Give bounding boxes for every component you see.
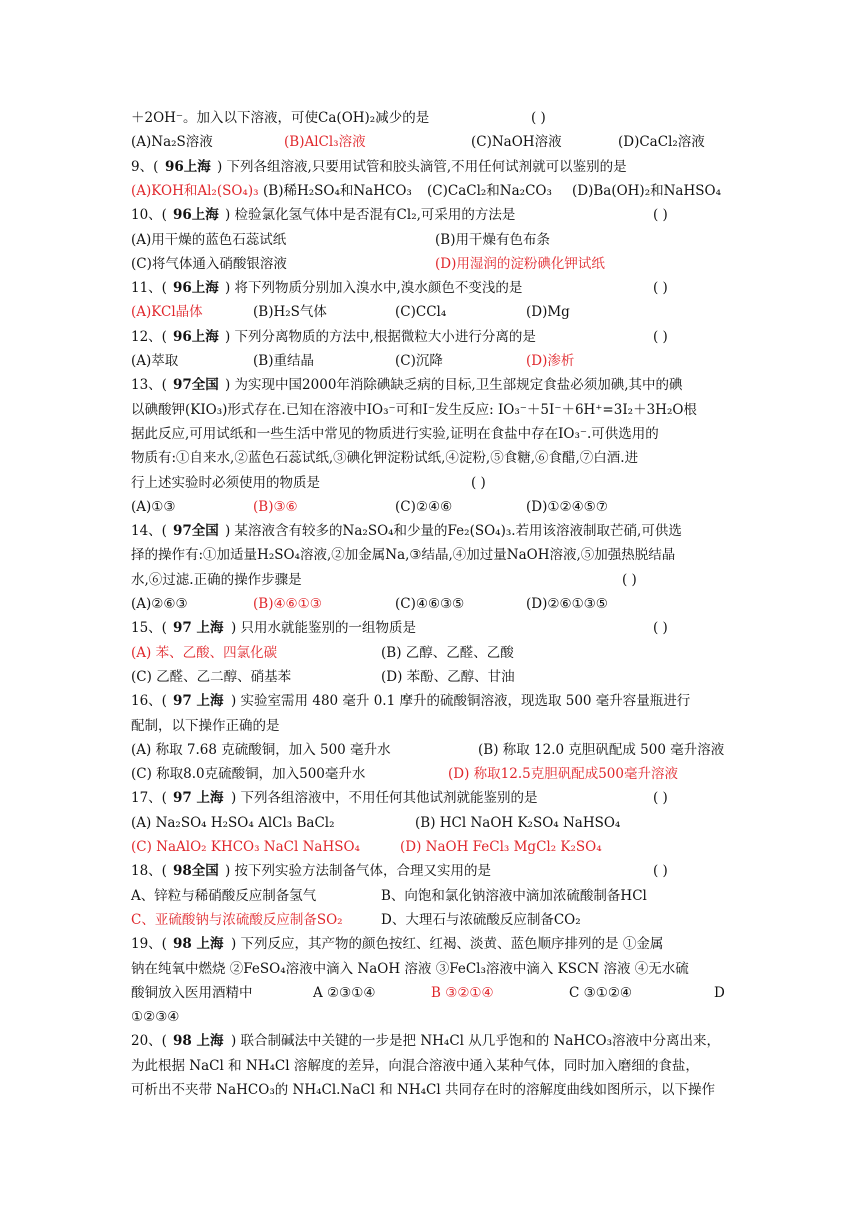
text-segment: ( ) [653,280,668,297]
source-tag: 96上海 [165,158,211,175]
text-segment: (B) HCl NaOH K₂SO₄ NaHSO₄ [415,814,621,831]
text-line [131,228,800,252]
text-line [131,981,800,1005]
text-segment: 9、( [131,158,159,175]
text-segment: A ②③①④ [313,984,376,1001]
text-segment: ) 联合制碱法中关键的一步是把 NH₄Cl 从几乎饱和的 NaHCO₃溶液中分离出来， [231,1033,721,1050]
answer-text: (D) 称取12.5克胆矾配成500毫升溶液 [448,766,678,783]
text-segment: (A) Na₂SO₄ H₂SO₄ AlCl₃ BaCl₂ [131,814,335,831]
answer-text: (B)③⑥ [253,498,298,515]
source-tag: 97 上海 [173,693,224,710]
text-segment: ) 检验氯化氢气体中是否混有Cl₂,可采用的方法是 [225,207,516,224]
text-segment: ) 下列反应，其产物的颜色按红、红褐、淡黄、蓝色顺序排列的是 ①金属 [231,936,664,953]
source-tag: 96上海 [173,328,219,345]
text-segment: ①②③④ [131,1009,180,1026]
text-line [131,106,800,130]
text-line [131,835,800,859]
text-segment: (C)CCl₄ [395,304,447,321]
text-line [131,300,800,324]
text-segment: (D)Ba(OH)₂和NaHSO₄ [572,182,721,199]
text-line [131,689,800,713]
text-segment: (A)①③ [131,498,176,515]
text-line [131,519,800,543]
text-segment: 行上述实验时必须使用的物质是 [131,474,320,491]
text-segment: (B) 乙醇、乙醛、乙酸 [381,644,514,661]
text-segment: (C) 乙醛、乙二醇、硝基苯 [131,668,292,685]
text-line [131,908,800,932]
text-segment: ( ) [531,110,546,126]
text-segment: 11、( [131,280,167,297]
text-segment: ) 下列各组溶液,只要用试管和胶头滴管,不用任何试剂就可以鉴别的是 [217,158,627,175]
text-segment: (C)④⑥③⑤ [395,596,465,612]
text-line [131,398,800,422]
answer-text: C、亚硫酸钠与浓硫酸反应制备SO₂ [131,911,343,928]
text-segment: 可析出不夹带 NaHCO₃的 NH₄Cl.NaCl 和 NH₄Cl 共同存在时的溶解度曲线如图所示，以下操作 [131,1082,715,1098]
text-segment: (A) 称取 7.68 克硫酸铜，加入 500 毫升水 [131,741,391,758]
answer-text: (A) 苯、乙酸、四氯化碳 [131,644,278,661]
text-segment: 钠在纯氧中燃烧 ②FeSO₄溶液中滴入 NaOH 溶液 ③FeCl₃溶液中滴入 KSCN 溶液 ④无水硫 [131,960,689,977]
text-segment: 19、( [131,936,167,953]
text-segment: 20、( [131,1033,167,1050]
source-tag: 97 上海 [173,620,224,637]
text-line [131,471,800,495]
text-line [131,811,800,835]
source-tag: 97全国 [173,523,219,540]
text-segment: (A)用干燥的蓝色石蕊试纸 [131,231,287,248]
text-line [131,568,800,592]
text-segment: 14、( [131,523,167,540]
text-segment: 15、( [131,620,167,637]
text-segment: (D) 苯酚、乙醇、甘油 [381,668,515,685]
source-tag: 98全国 [173,863,219,880]
text-segment: ( ) [471,474,486,491]
text-segment: ( ) [653,328,668,345]
text-segment: ( ) [653,863,668,880]
text-segment: (D)②⑥①③⑤ [526,596,608,612]
text-line [131,155,800,179]
source-tag: 98 上海 [173,936,224,953]
text-line [131,422,800,446]
text-segment: 以碘酸钾(KIO₃)形式存在.已知在溶液中IO₃⁻可和I⁻发生反应: IO₃⁻＋5I⁻＋6H⁺=3I₂＋3H₂O根 [131,401,697,418]
text-segment: (A)Na₂S溶液 [131,134,213,151]
text-segment: (C) 称取8.0克硫酸铜，加入500毫升水 [131,766,366,783]
text-segment: C ③①②④ [569,984,633,1001]
source-tag: 98 上海 [173,1033,224,1050]
text-line [131,592,800,616]
answer-text: (D)渗析 [526,353,575,369]
text-segment: 据此反应,可用试纸和一些生活中常见的物质进行实验,证明在食盐中存在IO₃⁻.可供选用的 [131,425,659,442]
text-segment: (C)②④⑥ [395,498,453,515]
text-segment: ＋2OH⁻。加入以下溶液，可使Ca(OH)₂减少的是 [131,110,430,126]
text-segment: 择的操作有:①加适量H₂SO₄溶液,②加金属Na,③结晶,④加过量NaOH溶液,⑤加强热脱结晶 [131,547,676,564]
text-segment: ( ) [653,207,668,224]
text-segment: 为此根据 NaCl 和 NH₄Cl 溶解度的差异，向混合溶液中通入某种气体，同时加入磨细的食盐， [131,1057,699,1074]
text-segment: 水,⑥过滤.正确的操作步骤是 [131,571,302,588]
answer-text: (C) NaAlO₂ KHCO₃ NaCl NaHSO₄ [131,839,360,855]
text-line [131,859,800,883]
text-segment: ) 只用水就能鉴别的一组物质是 [231,620,417,637]
text-segment: (C)NaOH溶液 [471,134,562,151]
source-tag: 97全国 [173,377,219,394]
text-line [131,714,800,738]
text-segment: ) 实验室需用 480 毫升 0.1 摩升的硫酸铜溶液，现选取 500 毫升容量瓶进行 [231,693,691,710]
text-line [131,1005,800,1029]
text-line [131,373,800,397]
answer-text: (B)④⑥①③ [253,596,322,612]
text-segment: ) 下列分离物质的方法中,根据微粒大小进行分离的是 [225,328,536,345]
text-segment: 酸铜放入医用酒精中 [131,984,253,1001]
text-line [131,616,800,640]
text-segment: ) 为实现中国2000年消除碘缺乏病的目标,卫生部规定食盐必须加碘,其中的碘 [225,377,683,394]
text-line [131,641,800,665]
answer-text: (A)KCl晶体 [131,304,203,321]
text-segment: (A)②⑥③ [131,596,188,612]
text-segment: (C)沉降 [395,353,443,369]
answer-text: (D)用湿润的淀粉碘化钾试纸 [435,255,605,272]
text-line [131,738,800,762]
source-tag: 96上海 [173,280,219,297]
text-segment: 18、( [131,863,167,880]
text-segment: ( ) [622,571,637,588]
text-line [131,276,800,300]
answer-text: (B)AlCl₃溶液 [284,134,366,151]
text-line [131,252,800,276]
text-segment: ) 按下列实验方法制备气体，合理又实用的是 [225,863,492,880]
source-tag: 97 上海 [173,790,224,807]
text-segment: (B)用干燥有色布条 [435,231,550,248]
text-line [131,495,800,519]
text-line [131,932,800,956]
text-line [131,446,800,470]
text-segment: A、锌粒与稀硝酸反应制备氢气 [131,887,317,904]
text-line [131,957,800,981]
text-segment: D [714,984,725,1001]
answer-text: (A)KOH和Al₂(SO₄)₃ [131,182,259,199]
text-segment: 17、( [131,790,167,807]
text-segment: ) 将下列物质分别加入溴水中,溴水颜色不变浅的是 [225,280,523,297]
text-line [131,665,800,689]
answer-text: (D) NaOH FeCl₃ MgCl₂ K₂SO₄ [400,839,602,855]
text-line [131,179,800,203]
text-line [131,1029,800,1053]
text-segment: 10、( [131,207,167,224]
text-line [131,130,800,154]
text-line [131,543,800,567]
text-line [131,762,800,786]
text-segment: (A)萃取 [131,353,179,369]
text-segment: (D)Mg [526,304,570,321]
text-line [131,1078,800,1102]
text-segment: ) 下列各组溶液中，不用任何其他试剂就能鉴别的是 [231,790,538,807]
text-segment: ( ) [653,620,668,637]
text-segment: (B) 称取 12.0 克胆矾配成 500 毫升溶液 [478,741,725,758]
text-segment: D、大理石与浓硫酸反应制备CO₂ [381,911,581,928]
text-segment: (B)重结晶 [253,353,314,369]
text-segment: B、向饱和氯化钠溶液中滴加浓硫酸制备HCl [381,887,647,904]
text-segment: (D)①②④⑤⑦ [526,498,608,515]
text-segment: 12、( [131,328,167,345]
text-segment: (D)CaCl₂溶液 [618,134,705,151]
text-segment: (C)将气体通入硝酸银溶液 [131,255,287,272]
text-segment: (C)CaCl₂和Na₂CO₃ [427,182,552,199]
text-line [131,203,800,227]
text-segment: 13、( [131,377,167,394]
text-line [131,1054,800,1078]
answer-text: B ③②①④ [431,984,494,1001]
source-tag: 96上海 [173,207,219,224]
text-segment: (B)稀H₂SO₄和NaHCO₃ [263,182,412,199]
text-line [131,884,800,908]
text-segment: ( ) [653,790,668,807]
text-line [131,349,800,373]
text-segment: (B)H₂S气体 [253,304,327,321]
text-segment: 16、( [131,693,167,710]
text-line [131,786,800,810]
text-segment: 配制，以下操作正确的是 [131,717,280,734]
text-line [131,325,800,349]
text-segment: ) 某溶液含有较多的Na₂SO₄和少量的Fe₂(SO₄)₃.若用该溶液制取芒硝,可供选 [225,523,682,540]
text-segment: 物质有:①自来水,②蓝色石蕊试纸,③碘化钾淀粉试纸,④淀粉,⑤食糖,⑥食醋,⑦白酒.进 [131,450,639,467]
